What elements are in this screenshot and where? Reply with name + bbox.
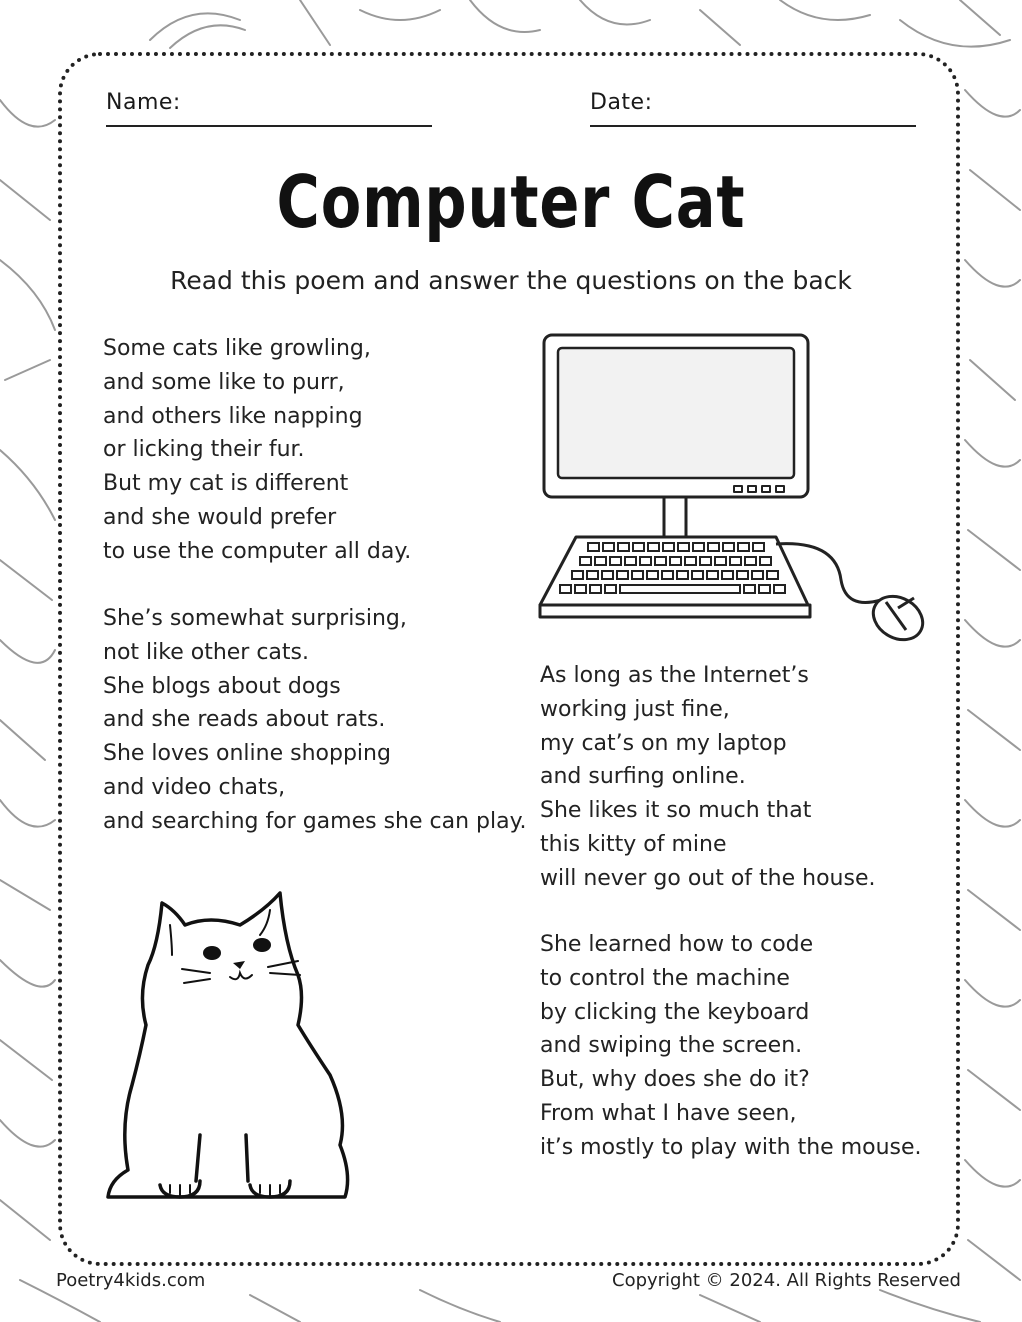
poem-line: But my cat is different [103,471,349,497]
poem-line: my cat’s on my laptop [540,730,787,756]
poem-line: She likes it so much that [540,798,812,824]
cat-illustration [100,885,360,1215]
stanza-3 [540,659,875,896]
poem-line: Some cats like growling, [103,336,371,361]
poem-line: She blogs about dogs [103,673,341,699]
poem-line: and swiping the screen. [540,1033,803,1059]
date-field[interactable] [590,90,653,115]
poem-line: this kitty of mine [540,831,727,857]
poem-line: it’s mostly to play with the mouse. [540,1134,922,1160]
poem-line: to use the computer all day. [103,538,412,564]
poem-line: She loves online shopping [103,741,391,767]
poem-line: working just fine, [540,696,730,722]
poem-line: not like other cats. [103,639,309,665]
poem-line: and some like to purr, [103,369,345,395]
date-label: Date: [590,90,653,115]
footer-copyright: Copyright © 2024. All Rights Reserved [612,1270,961,1291]
poem-line: But, why does she do it? [540,1067,810,1093]
poem-line: and searching for games she can play. [103,808,527,834]
stanza-1 [103,332,411,569]
name-label: Name: [106,90,181,115]
instructions: Read this poem and answer the questions on the back [170,266,852,295]
poem-line: and she reads about rats. [103,707,386,733]
poem-line: She learned how to code [540,932,814,957]
name-line [106,125,432,127]
poem-line: and surfing online. [540,764,746,790]
poem-line: will never go out of the house. [540,865,876,891]
stanza-2 [103,602,526,839]
poem-line: by clicking the keyboard [540,999,810,1025]
computer-illustration [536,330,936,650]
poem-line: and she would prefer [103,504,337,530]
poem-line: As long as the Internet’s [540,663,809,688]
footer-site: Poetry4kids.com [56,1270,206,1291]
poem-line: and video chats, [103,774,286,800]
poem-line: She’s somewhat surprising, [103,606,407,631]
poem-title: Computer Cat [276,160,746,244]
poem-line: From what I have seen, [540,1100,797,1126]
name-field[interactable] [106,90,181,115]
poem-line: to control the machine [540,965,790,991]
date-line [590,125,916,127]
stanza-4 [540,928,922,1165]
poem-line: and others like napping [103,403,363,429]
poem-line: or licking their fur. [103,437,305,463]
